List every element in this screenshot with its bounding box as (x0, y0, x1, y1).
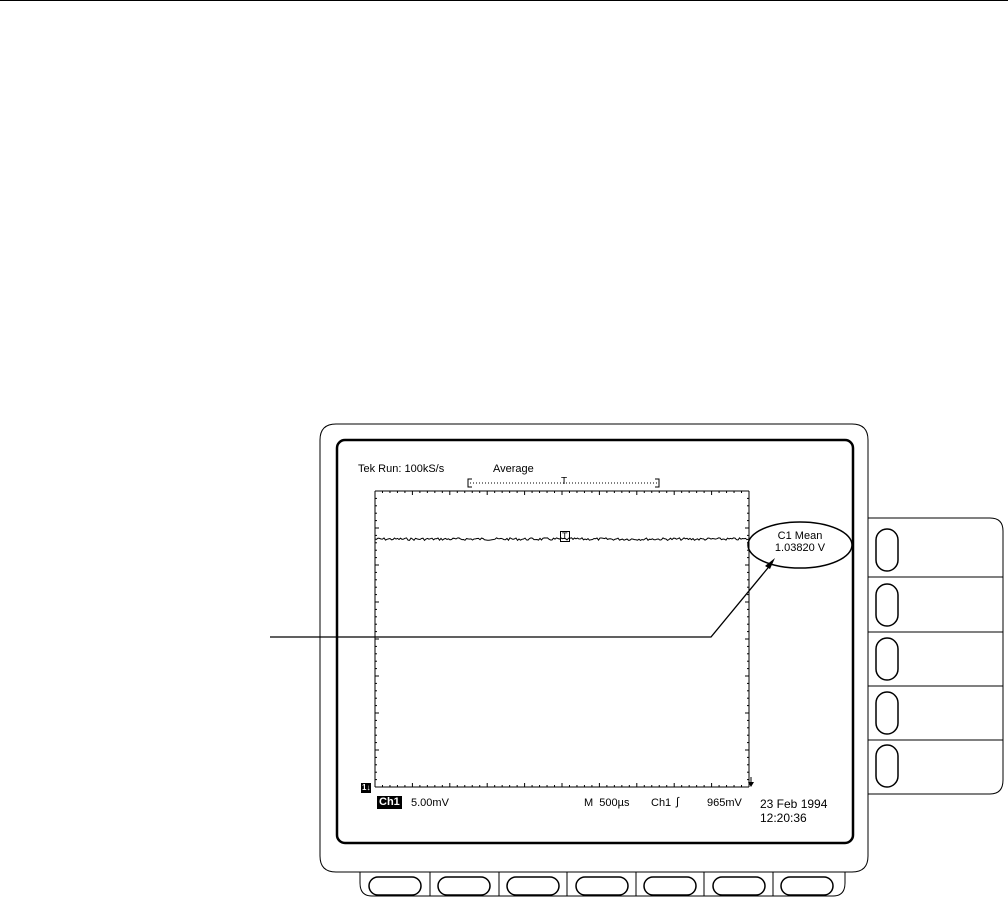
bottom-button-1 (369, 877, 421, 895)
trigger-slope-icon: ∫ (676, 796, 680, 808)
channel-readout-tag: Ch1 (379, 796, 400, 808)
side-button-2 (876, 584, 898, 626)
acquisition-mode: Average (493, 463, 534, 475)
time-readout: 12:20:36 (760, 811, 807, 825)
bottom-button-6 (713, 877, 765, 895)
measurement-value: 1.03820 V (774, 542, 826, 554)
scope-screen (337, 440, 853, 843)
side-button-panel (868, 518, 1003, 794)
bottom-button-3 (507, 877, 559, 895)
bottom-buttons (369, 877, 833, 895)
bottom-button-panel (360, 872, 845, 896)
side-buttons (876, 529, 898, 787)
side-button-dividers (868, 577, 1003, 740)
date-readout: 23 Feb 1994 (760, 797, 828, 811)
leader-line (270, 563, 772, 637)
side-button-5 (876, 745, 898, 787)
timebase-readout: M 500µs (584, 797, 630, 809)
measurement-callout (752, 530, 848, 554)
bottom-button-2 (438, 877, 490, 895)
acquisition-status: Tek Run: 100kS/s (358, 463, 445, 475)
measurement-title: C1 Mean (777, 530, 823, 542)
ground-arrow-icon: ↓ (366, 783, 371, 792)
leader-arrowhead (765, 558, 775, 569)
channel-marker-number: 1 (362, 783, 367, 792)
trigger-source: Ch1 (651, 797, 672, 809)
side-button-3 (876, 638, 898, 680)
trigger-point-marker: T (562, 531, 568, 541)
channel-ground-marker (361, 783, 371, 793)
trigger-position-label: T (561, 476, 568, 487)
side-button-4 (876, 692, 898, 734)
side-button-1 (876, 529, 898, 571)
bottom-button-dividers (430, 872, 773, 896)
bottom-button-4 (576, 877, 628, 895)
trigger-level: 965mV (707, 797, 742, 809)
bottom-button-7 (781, 877, 833, 895)
volts-per-division: 5.00mV (411, 797, 449, 809)
bottom-button-5 (644, 877, 696, 895)
